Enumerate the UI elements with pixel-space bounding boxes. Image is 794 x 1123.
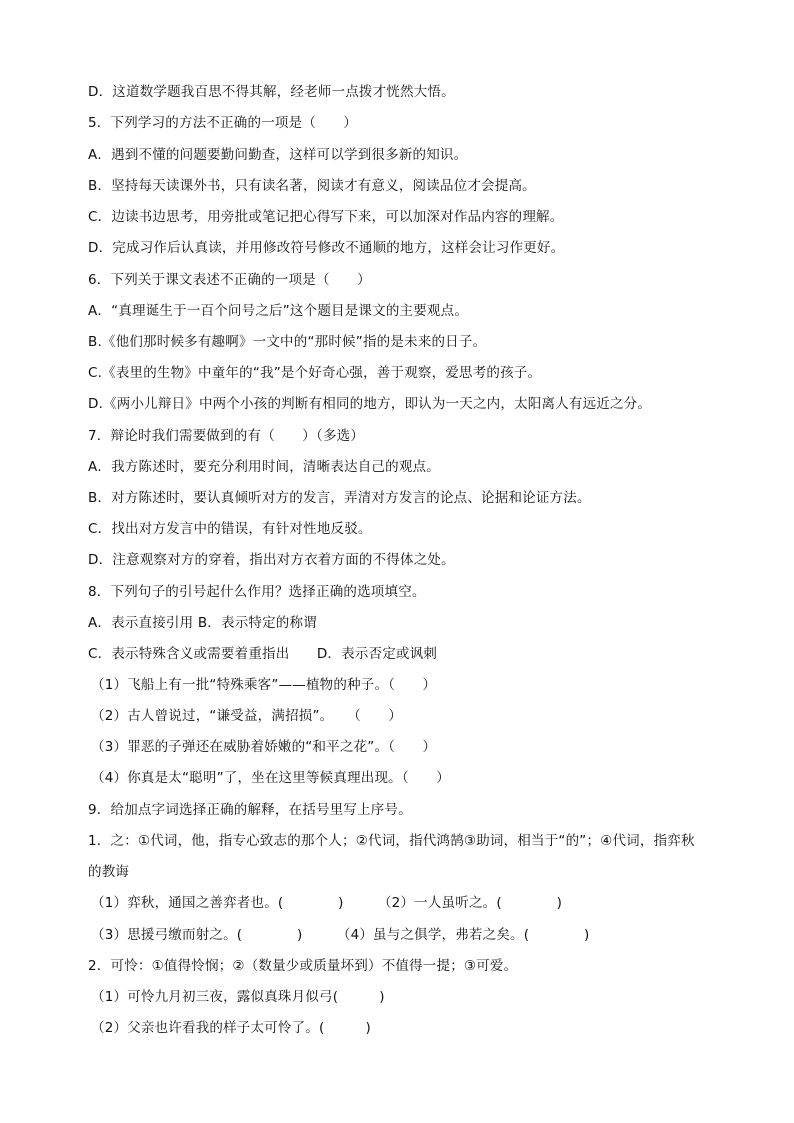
option-a-q7: A．我方陈述时，要充分利用时间，清晰表达自己的观点。 [88, 459, 440, 475]
q8-item-4: （4）你真是太“聪明”了，坐在这里等候真理出现。（ ） [91, 770, 450, 786]
question-5: 5．下列学习的方法不正确的一项是（ ） [88, 115, 358, 131]
q9-part-2-definition: 2．可怜：①值得怜悯；②（数量少或质量坏到）不值得一提；③可爱。 [88, 958, 518, 974]
option-a-q6: A．“真理诞生于一百个问号之后”这个题目是课文的主要观点。 [88, 303, 469, 319]
option-c-q6: C.《表里的生物》中童年的“我”是个好奇心强，善于观察，爱思考的孩子。 [88, 365, 542, 381]
option-c-q5: C．边读书边思考，用旁批或笔记把心得写下来，可以加深对作品内容的理解。 [88, 209, 564, 225]
q9-part-2-item-1: （1）可怜九月初三夜，露似真珠月似弓( ) [91, 989, 385, 1005]
option-d-q5: D．完成习作后认真读，并用修改符号修改不通顺的地方，这样会让习作更好。 [88, 240, 565, 256]
q8-item-2: （2）古人曾说过，“谦受益，满招损”。 （ ） [91, 708, 403, 724]
q9-part-1-items-a: （1）弈秋，通国之善弈者也。( ) （2）一人虽听之。( ) [91, 895, 563, 911]
option-b-q6: B.《他们那时候多有趣啊》一文中的“那时候”指的是未来的日子。 [88, 334, 487, 350]
option-b-q7: B．对方陈述时，要认真倾听对方的发言，弄清对方发言的论点、论据和论证方法。 [88, 490, 591, 506]
q9-part-1-definition-cont: 的教诲 [88, 864, 130, 880]
question-7: 7．辩论时我们需要做到的有（ ）（多选） [88, 428, 365, 444]
option-d-q6: D.《两小儿辩日》中两个小孩的判断有相同的地方，即认为一天之内，太阳离人有远近之分。 [88, 396, 652, 412]
q9-part-1-items-b: （3）思援弓缴而射之。( ) （4）虽与之俱学，弗若之矣。( ) [91, 927, 590, 943]
option-d-q7: D．注意观察对方的穿着，指出对方衣着方面的不得体之处。 [88, 552, 455, 568]
options-cd-q8: C．表示特殊含义或需要着重指出 D．表示否定或讽刺 [88, 646, 438, 662]
question-6: 6．下列关于课文表述不正确的一项是（ ） [88, 272, 371, 288]
q8-item-3: （3）罪恶的子弹还在威胁着娇嫩的“和平之花”。（ ） [91, 739, 437, 755]
option-b-q5: B．坚持每天读课外书，只有读名著，阅读才有意义，阅读品位才会提高。 [88, 178, 536, 194]
q9-part-1-definition: 1．之：①代词，他，指专心致志的那个人；②代词，指代鸿鹄③助词，相当于“的”；④代词，指弈秋 [88, 833, 695, 849]
q9-part-2-item-2: （2）父亲也许看我的样子太可怜了。( ) [91, 1020, 372, 1036]
q8-item-1: （1）飞船上有一批“特殊乘客”——植物的种子。（ ） [91, 677, 437, 693]
question-9: 9．给加点字词选择正确的解释，在括号里写上序号。 [88, 802, 412, 818]
options-ab-q8: A．表示直接引用 B．表示特定的称谓 [88, 615, 317, 631]
option-a-q5: A．遇到不懂的问题要勤问勤查，这样可以学到很多新的知识。 [88, 147, 468, 163]
option-c-q7: C．找出对方发言中的错误，有针对性地反驳。 [88, 521, 372, 537]
option-d-q4: D．这道数学题我百思不得其解，经老师一点拨才恍然大悟。 [88, 84, 455, 100]
question-8: 8．下列句子的引号起什么作用？选择正确的选项填空。 [88, 584, 426, 600]
